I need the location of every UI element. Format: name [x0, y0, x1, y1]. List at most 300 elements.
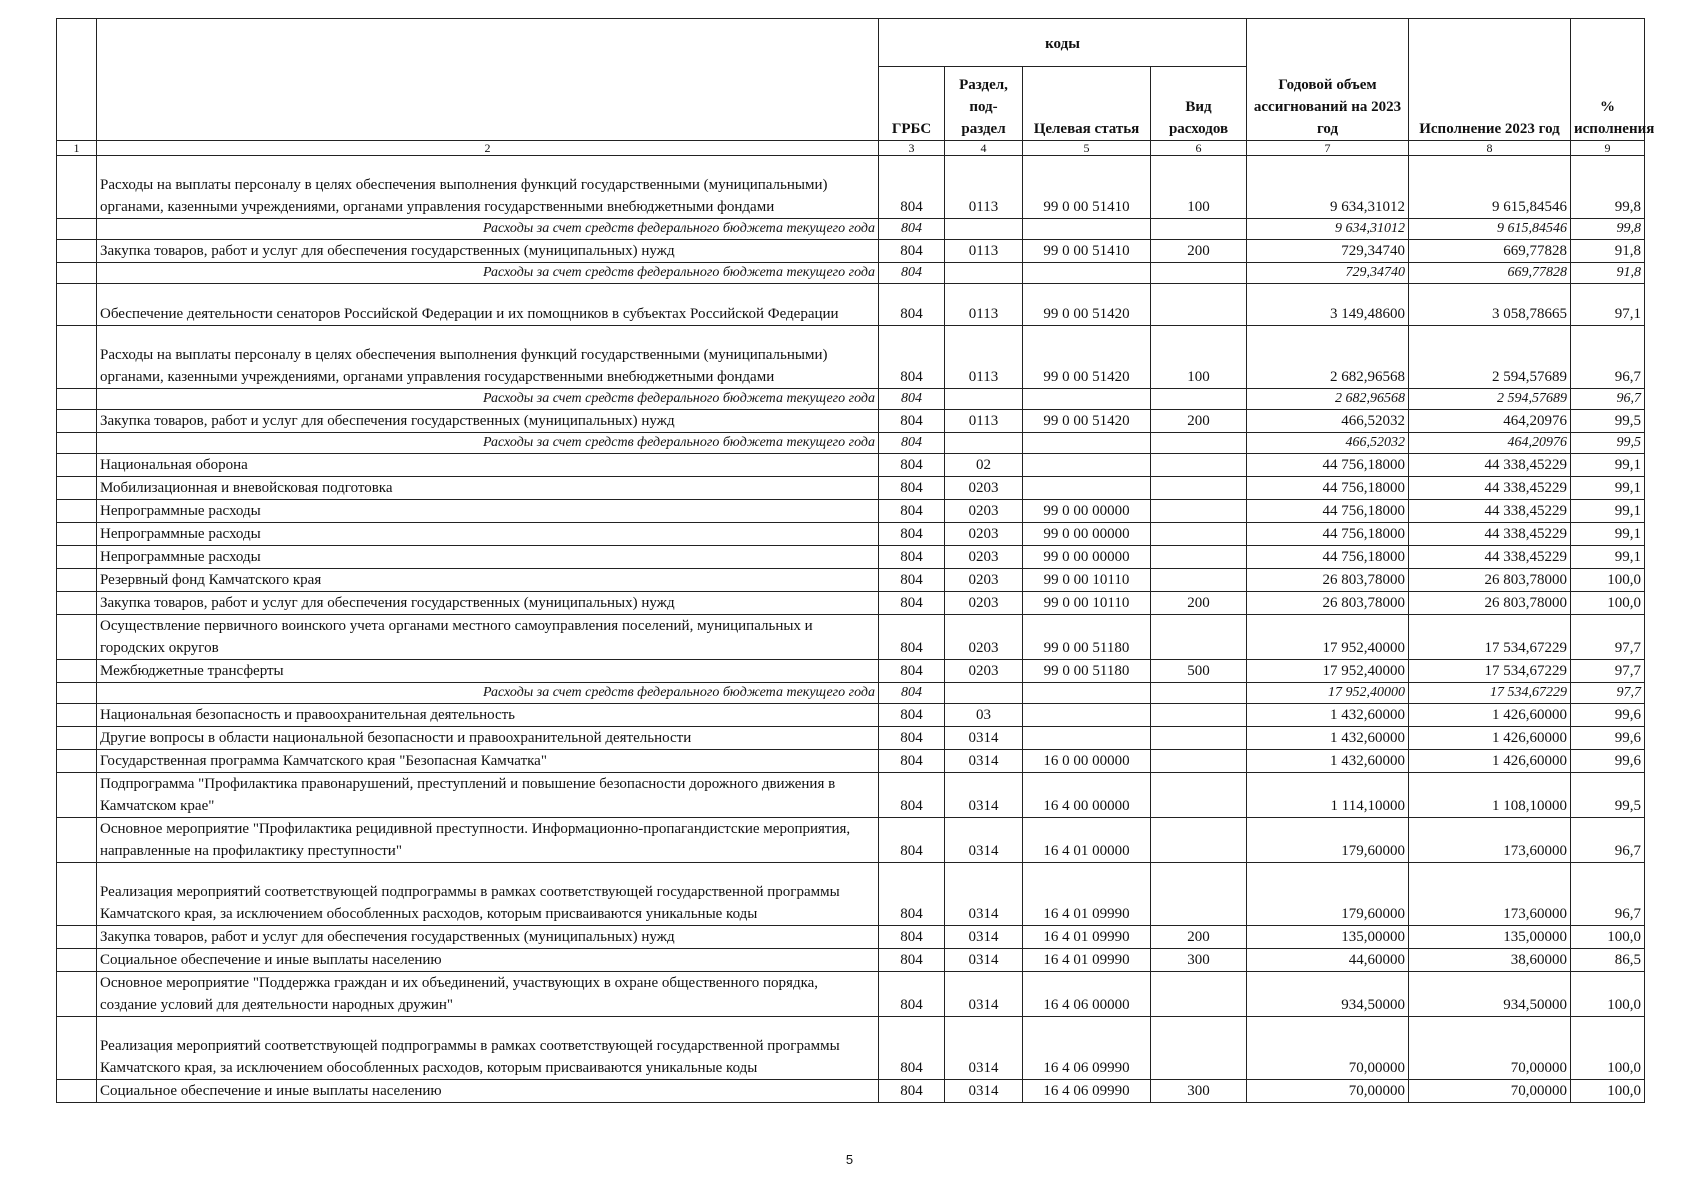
cell-pct: 100,0: [1571, 926, 1645, 949]
cell-grbs: 804: [879, 326, 945, 389]
cell-section: 0314: [945, 773, 1023, 818]
column-number: 4: [945, 141, 1023, 156]
cell-pct: 97,1: [1571, 284, 1645, 326]
table-body: [57, 156, 1645, 1103]
cell-annual: 3 149,48600: [1247, 284, 1409, 326]
cell-num: [57, 156, 97, 219]
cell-num: [57, 592, 97, 615]
cell-name: Государственная программа Камчатского края "Безопасная Камчатка": [97, 750, 879, 773]
cell-annual: 70,00000: [1247, 1017, 1409, 1080]
cell-pct: 99,1: [1571, 546, 1645, 569]
cell-section: [945, 219, 1023, 240]
cell-annual: 1 432,60000: [1247, 727, 1409, 750]
cell-num: [57, 284, 97, 326]
cell-num: [57, 454, 97, 477]
cell-pct: 99,1: [1571, 523, 1645, 546]
cell-exec: 44 338,45229: [1409, 454, 1571, 477]
page-number: 5: [845, 1152, 854, 1167]
cell-target: 16 4 06 00000: [1023, 972, 1151, 1017]
cell-annual: 2 682,96568: [1247, 389, 1409, 410]
cell-target: 99 0 00 51180: [1023, 660, 1151, 683]
cell-annual: 44,60000: [1247, 949, 1409, 972]
cell-exec: 70,00000: [1409, 1017, 1571, 1080]
cell-exec: 17 534,67229: [1409, 615, 1571, 660]
table-row: [57, 592, 1645, 615]
cell-name: Непрограммные расходы: [97, 546, 879, 569]
cell-kind: 200: [1151, 592, 1247, 615]
cell-grbs: 804: [879, 454, 945, 477]
cell-exec: 1 426,60000: [1409, 750, 1571, 773]
cell-annual: 466,52032: [1247, 410, 1409, 433]
table-row: [57, 683, 1645, 704]
table-row: [57, 926, 1645, 949]
cell-grbs: 804: [879, 1017, 945, 1080]
cell-pct: 99,6: [1571, 727, 1645, 750]
cell-pct: 99,5: [1571, 433, 1645, 454]
table-row: [57, 727, 1645, 750]
cell-grbs: 804: [879, 389, 945, 410]
table-row: [57, 949, 1645, 972]
cell-name: Резервный фонд Камчатского края: [97, 569, 879, 592]
cell-grbs: 804: [879, 569, 945, 592]
cell-section: 02: [945, 454, 1023, 477]
cell-num: [57, 1017, 97, 1080]
cell-section: 0113: [945, 156, 1023, 219]
cell-grbs: 804: [879, 615, 945, 660]
cell-num: [57, 1080, 97, 1103]
cell-num: [57, 972, 97, 1017]
cell-name: Непрограммные расходы: [97, 523, 879, 546]
cell-exec: 70,00000: [1409, 1080, 1571, 1103]
cell-section: 0203: [945, 660, 1023, 683]
cell-kind: 200: [1151, 240, 1247, 263]
cell-num: [57, 818, 97, 863]
cell-section: 0113: [945, 326, 1023, 389]
cell-target: [1023, 704, 1151, 727]
cell-grbs: 804: [879, 592, 945, 615]
cell-pct: 99,1: [1571, 500, 1645, 523]
cell-grbs: 804: [879, 433, 945, 454]
cell-section: [945, 263, 1023, 284]
table-row: [57, 546, 1645, 569]
cell-section: 0314: [945, 818, 1023, 863]
cell-exec: 934,50000: [1409, 972, 1571, 1017]
cell-section: 0314: [945, 972, 1023, 1017]
cell-num: [57, 500, 97, 523]
cell-target: 99 0 00 51420: [1023, 284, 1151, 326]
cell-kind: [1151, 972, 1247, 1017]
cell-exec: 9 615,84546: [1409, 219, 1571, 240]
cell-exec: 44 338,45229: [1409, 523, 1571, 546]
table-header: [57, 19, 1655, 156]
cell-target: 99 0 00 00000: [1023, 546, 1151, 569]
table-row: [57, 818, 1645, 863]
cell-grbs: 804: [879, 284, 945, 326]
header-section: Раздел, под-раздел: [945, 67, 1023, 141]
cell-name: Расходы за счет средств федерального бюджета текущего года: [97, 219, 879, 240]
column-number-row: [57, 141, 1645, 156]
cell-annual: 179,60000: [1247, 818, 1409, 863]
cell-target: 99 0 00 51410: [1023, 240, 1151, 263]
cell-pct: 100,0: [1571, 972, 1645, 1017]
cell-target: 99 0 00 51180: [1023, 615, 1151, 660]
cell-pct: 97,7: [1571, 615, 1645, 660]
cell-grbs: 804: [879, 863, 945, 926]
table-row: [57, 240, 1645, 263]
cell-section: 0203: [945, 523, 1023, 546]
table-row: [57, 326, 1645, 389]
cell-exec: 1 426,60000: [1409, 704, 1571, 727]
cell-grbs: 804: [879, 704, 945, 727]
cell-grbs: 804: [879, 240, 945, 263]
cell-num: [57, 546, 97, 569]
cell-pct: 96,7: [1571, 326, 1645, 389]
cell-target: [1023, 219, 1151, 240]
cell-annual: 17 952,40000: [1247, 660, 1409, 683]
column-number: 8: [1409, 141, 1571, 156]
cell-section: 0314: [945, 926, 1023, 949]
header-target-article: Целевая статья: [1023, 67, 1151, 141]
cell-num: [57, 219, 97, 240]
cell-pct: 99,8: [1571, 156, 1645, 219]
cell-section: [945, 389, 1023, 410]
cell-kind: [1151, 727, 1247, 750]
cell-exec: 173,60000: [1409, 863, 1571, 926]
table-row: [57, 410, 1645, 433]
cell-name: Мобилизационная и вневойсковая подготовка: [97, 477, 879, 500]
cell-kind: [1151, 523, 1247, 546]
table-row: [57, 389, 1645, 410]
cell-annual: 179,60000: [1247, 863, 1409, 926]
cell-section: 0113: [945, 240, 1023, 263]
cell-grbs: 804: [879, 773, 945, 818]
cell-section: 0203: [945, 477, 1023, 500]
cell-num: [57, 263, 97, 284]
cell-kind: [1151, 500, 1247, 523]
cell-num: [57, 949, 97, 972]
table-row: [57, 523, 1645, 546]
header-execution: Исполнение 2023 год: [1409, 19, 1571, 141]
cell-name: Расходы за счет средств федерального бюджета текущего года: [97, 389, 879, 410]
column-number: 1: [57, 141, 97, 156]
cell-kind: [1151, 750, 1247, 773]
cell-num: [57, 569, 97, 592]
cell-name: Закупка товаров, работ и услуг для обеспечения государственных (муниципальных) нужд: [97, 410, 879, 433]
cell-target: [1023, 389, 1151, 410]
cell-target: [1023, 263, 1151, 284]
cell-target: 16 4 01 00000: [1023, 818, 1151, 863]
cell-annual: 70,00000: [1247, 1080, 1409, 1103]
cell-kind: 100: [1151, 156, 1247, 219]
cell-target: 16 4 01 09990: [1023, 926, 1151, 949]
cell-target: 99 0 00 10110: [1023, 592, 1151, 615]
cell-pct: 99,5: [1571, 410, 1645, 433]
cell-annual: 44 756,18000: [1247, 454, 1409, 477]
cell-grbs: 804: [879, 926, 945, 949]
cell-exec: 44 338,45229: [1409, 546, 1571, 569]
cell-name: Расходы за счет средств федерального бюджета текущего года: [97, 433, 879, 454]
header-annual-volume: Годовой объем ассигнований на 2023 год: [1247, 19, 1409, 141]
cell-exec: 135,00000: [1409, 926, 1571, 949]
cell-kind: 300: [1151, 949, 1247, 972]
cell-exec: 38,60000: [1409, 949, 1571, 972]
cell-target: [1023, 683, 1151, 704]
cell-num: [57, 433, 97, 454]
cell-pct: 99,8: [1571, 219, 1645, 240]
column-number: 3: [879, 141, 945, 156]
cell-annual: 44 756,18000: [1247, 523, 1409, 546]
cell-grbs: 804: [879, 972, 945, 1017]
budget-execution-table: [56, 18, 1655, 1103]
cell-target: 99 0 00 51420: [1023, 410, 1151, 433]
cell-name: Другие вопросы в области национальной безопасности и правоохранительной деятельности: [97, 727, 879, 750]
cell-pct: 91,8: [1571, 263, 1645, 284]
cell-section: 0314: [945, 1080, 1023, 1103]
cell-target: [1023, 727, 1151, 750]
cell-kind: 500: [1151, 660, 1247, 683]
cell-grbs: 804: [879, 683, 945, 704]
table-row: [57, 500, 1645, 523]
table-row: [57, 704, 1645, 727]
cell-name: Межбюджетные трансферты: [97, 660, 879, 683]
cell-pct: 100,0: [1571, 1017, 1645, 1080]
table-row: [57, 454, 1645, 477]
cell-exec: 2 594,57689: [1409, 326, 1571, 389]
cell-exec: 26 803,78000: [1409, 569, 1571, 592]
cell-pct: 100,0: [1571, 1080, 1645, 1103]
cell-annual: 26 803,78000: [1247, 569, 1409, 592]
cell-kind: [1151, 389, 1247, 410]
cell-target: 16 4 01 09990: [1023, 863, 1151, 926]
cell-num: [57, 615, 97, 660]
cell-pct: 97,7: [1571, 660, 1645, 683]
cell-pct: 100,0: [1571, 569, 1645, 592]
cell-name: Закупка товаров, работ и услуг для обеспечения государственных (муниципальных) нужд: [97, 926, 879, 949]
cell-annual: 17 952,40000: [1247, 615, 1409, 660]
cell-kind: [1151, 773, 1247, 818]
cell-annual: 934,50000: [1247, 972, 1409, 1017]
cell-kind: [1151, 569, 1247, 592]
cell-grbs: 804: [879, 477, 945, 500]
cell-grbs: 804: [879, 727, 945, 750]
cell-target: 99 0 00 51420: [1023, 326, 1151, 389]
cell-name: Непрограммные расходы: [97, 500, 879, 523]
cell-exec: 44 338,45229: [1409, 500, 1571, 523]
cell-num: [57, 660, 97, 683]
cell-name: Социальное обеспечение и иные выплаты населению: [97, 949, 879, 972]
cell-grbs: 804: [879, 818, 945, 863]
cell-annual: 466,52032: [1247, 433, 1409, 454]
cell-pct: 96,7: [1571, 389, 1645, 410]
cell-kind: [1151, 454, 1247, 477]
cell-grbs: 804: [879, 156, 945, 219]
cell-exec: 464,20976: [1409, 410, 1571, 433]
cell-annual: 26 803,78000: [1247, 592, 1409, 615]
cell-exec: 26 803,78000: [1409, 592, 1571, 615]
cell-section: [945, 433, 1023, 454]
cell-kind: [1151, 863, 1247, 926]
cell-exec: 1 108,10000: [1409, 773, 1571, 818]
cell-exec: 17 534,67229: [1409, 683, 1571, 704]
header-grbs: ГРБС: [879, 67, 945, 141]
table-row: [57, 615, 1645, 660]
cell-pct: 96,7: [1571, 818, 1645, 863]
cell-annual: 44 756,18000: [1247, 477, 1409, 500]
table-row: [57, 477, 1645, 500]
cell-pct: 86,5: [1571, 949, 1645, 972]
cell-annual: 1 432,60000: [1247, 704, 1409, 727]
cell-grbs: 804: [879, 660, 945, 683]
cell-num: [57, 240, 97, 263]
cell-pct: 99,6: [1571, 750, 1645, 773]
column-number: 6: [1151, 141, 1247, 156]
cell-kind: [1151, 219, 1247, 240]
cell-kind: [1151, 546, 1247, 569]
table-row: [57, 863, 1645, 926]
cell-num: [57, 326, 97, 389]
cell-exec: 173,60000: [1409, 818, 1571, 863]
cell-pct: 96,7: [1571, 863, 1645, 926]
cell-exec: 669,77828: [1409, 240, 1571, 263]
cell-kind: 300: [1151, 1080, 1247, 1103]
cell-grbs: 804: [879, 523, 945, 546]
cell-exec: 2 594,57689: [1409, 389, 1571, 410]
cell-pct: 99,6: [1571, 704, 1645, 727]
cell-name: Расходы за счет средств федерального бюджета текущего года: [97, 263, 879, 284]
cell-name: Закупка товаров, работ и услуг для обеспечения государственных (муниципальных) нужд: [97, 592, 879, 615]
cell-annual: 729,34740: [1247, 263, 1409, 284]
cell-section: 0314: [945, 949, 1023, 972]
cell-num: [57, 926, 97, 949]
cell-name: Реализация мероприятий соответствующей подпрограммы в рамках соответствующей государственной программы Камчатского края, за исключением обособленных расходов, которым присваиваются уникальные коды: [97, 863, 879, 926]
table-row: [57, 750, 1645, 773]
cell-annual: 17 952,40000: [1247, 683, 1409, 704]
cell-num: [57, 389, 97, 410]
cell-target: 16 4 06 09990: [1023, 1080, 1151, 1103]
cell-num: [57, 727, 97, 750]
cell-grbs: 804: [879, 263, 945, 284]
cell-exec: 44 338,45229: [1409, 477, 1571, 500]
header-name: [97, 19, 879, 141]
cell-kind: [1151, 704, 1247, 727]
cell-target: 99 0 00 10110: [1023, 569, 1151, 592]
cell-name: Закупка товаров, работ и услуг для обеспечения государственных (муниципальных) нужд: [97, 240, 879, 263]
cell-name: Национальная оборона: [97, 454, 879, 477]
cell-name: Национальная безопасность и правоохранительная деятельность: [97, 704, 879, 727]
cell-pct: 99,1: [1571, 477, 1645, 500]
cell-target: [1023, 433, 1151, 454]
cell-name: Расходы за счет средств федерального бюджета текущего года: [97, 683, 879, 704]
cell-section: 0314: [945, 750, 1023, 773]
header-codes: коды: [879, 19, 1247, 67]
cell-annual: 44 756,18000: [1247, 546, 1409, 569]
cell-kind: [1151, 477, 1247, 500]
cell-target: 16 4 06 09990: [1023, 1017, 1151, 1080]
cell-exec: 464,20976: [1409, 433, 1571, 454]
cell-target: 99 0 00 00000: [1023, 523, 1151, 546]
column-number: 9: [1571, 141, 1645, 156]
cell-grbs: 804: [879, 949, 945, 972]
cell-kind: [1151, 1017, 1247, 1080]
cell-section: 0314: [945, 1017, 1023, 1080]
cell-annual: 2 682,96568: [1247, 326, 1409, 389]
header-row-number: [57, 19, 97, 141]
cell-section: 0113: [945, 284, 1023, 326]
cell-name: Расходы на выплаты персоналу в целях обеспечения выполнения функций государственными (муниципальными) органами, казенными учреждениями, органами управления государственными внебюджетными фондами: [97, 326, 879, 389]
table-row: [57, 660, 1645, 683]
cell-kind: 200: [1151, 410, 1247, 433]
cell-name: Осуществление первичного воинского учета органами местного самоуправления поселений, муниципальных и городских округов: [97, 615, 879, 660]
table-row: [57, 219, 1645, 240]
cell-section: [945, 683, 1023, 704]
cell-grbs: 804: [879, 410, 945, 433]
cell-kind: [1151, 683, 1247, 704]
cell-exec: 1 426,60000: [1409, 727, 1571, 750]
cell-section: 0203: [945, 500, 1023, 523]
cell-kind: [1151, 615, 1247, 660]
cell-kind: 100: [1151, 326, 1247, 389]
cell-section: 0203: [945, 569, 1023, 592]
cell-pct: 100,0: [1571, 592, 1645, 615]
cell-num: [57, 523, 97, 546]
table-row: [57, 773, 1645, 818]
table-row: [57, 972, 1645, 1017]
cell-grbs: 804: [879, 750, 945, 773]
cell-name: Обеспечение деятельности сенаторов Российской Федерации и их помощников в субъектах Российской Федерации: [97, 284, 879, 326]
cell-num: [57, 704, 97, 727]
cell-pct: 97,7: [1571, 683, 1645, 704]
cell-pct: 99,1: [1571, 454, 1645, 477]
cell-exec: 9 615,84546: [1409, 156, 1571, 219]
cell-target: 16 4 00 00000: [1023, 773, 1151, 818]
cell-kind: [1151, 263, 1247, 284]
cell-target: [1023, 454, 1151, 477]
table-row: [57, 1017, 1645, 1080]
cell-target: [1023, 477, 1151, 500]
cell-grbs: 804: [879, 219, 945, 240]
table-row: [57, 433, 1645, 454]
header-expense-kind: Вид расходов: [1151, 67, 1247, 141]
cell-name: Социальное обеспечение и иные выплаты населению: [97, 1080, 879, 1103]
cell-name: Реализация мероприятий соответствующей подпрограммы в рамках соответствующей государственной программы Камчатского края, за исключением обособленных расходов, которым присваиваются уникальные коды: [97, 1017, 879, 1080]
cell-target: 99 0 00 00000: [1023, 500, 1151, 523]
table-row: [57, 284, 1645, 326]
cell-section: 03: [945, 704, 1023, 727]
cell-section: 0314: [945, 863, 1023, 926]
table-row: [57, 1080, 1645, 1103]
column-number: 5: [1023, 141, 1151, 156]
column-number: 7: [1247, 141, 1409, 156]
cell-section: 0314: [945, 727, 1023, 750]
cell-annual: 9 634,31012: [1247, 156, 1409, 219]
cell-exec: 3 058,78665: [1409, 284, 1571, 326]
cell-annual: 44 756,18000: [1247, 500, 1409, 523]
cell-exec: 669,77828: [1409, 263, 1571, 284]
cell-grbs: 804: [879, 500, 945, 523]
cell-kind: [1151, 284, 1247, 326]
cell-kind: [1151, 433, 1247, 454]
cell-num: [57, 773, 97, 818]
cell-section: 0203: [945, 615, 1023, 660]
table-row: [57, 569, 1645, 592]
cell-annual: 1 432,60000: [1247, 750, 1409, 773]
cell-num: [57, 683, 97, 704]
cell-grbs: 804: [879, 1080, 945, 1103]
cell-num: [57, 863, 97, 926]
cell-annual: 729,34740: [1247, 240, 1409, 263]
cell-num: [57, 477, 97, 500]
cell-kind: [1151, 818, 1247, 863]
